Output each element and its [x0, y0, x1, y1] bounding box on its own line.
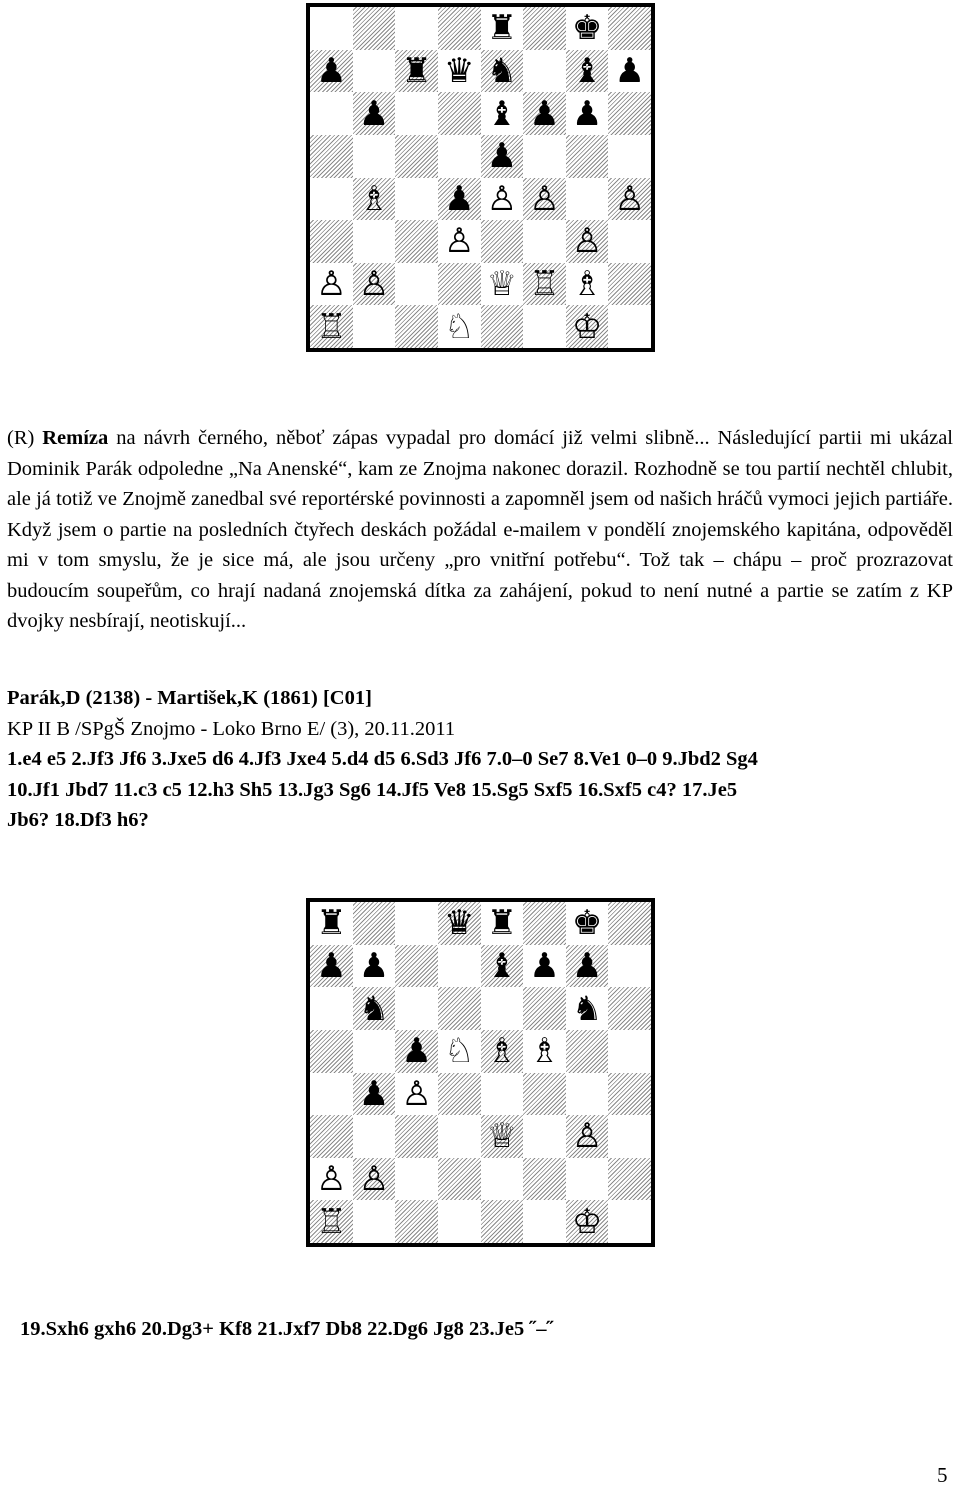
board-square	[438, 135, 481, 178]
chess-piece: ♙	[358, 1159, 390, 1200]
board-square	[481, 902, 524, 945]
board-square	[310, 263, 353, 306]
board-square	[523, 178, 566, 221]
board-square	[566, 7, 609, 50]
board-square	[438, 305, 481, 348]
chess-diagram-1	[306, 3, 655, 352]
chess-piece: ♟	[571, 93, 603, 134]
chess-piece: ♙	[401, 1073, 432, 1114]
chess-piece: ♟	[358, 93, 390, 134]
board-square	[438, 987, 481, 1030]
chess-piece: ♜	[401, 50, 432, 91]
chess-diagram-2	[306, 898, 655, 1247]
chess-piece: ♔	[571, 1201, 603, 1242]
board-square	[438, 178, 481, 221]
board-square	[438, 1115, 481, 1158]
chess-piece: ♟	[401, 1031, 432, 1072]
board-square	[353, 987, 396, 1030]
board-square	[566, 945, 609, 988]
board-square	[608, 92, 651, 135]
board-square	[438, 902, 481, 945]
chess-piece: ♛	[443, 50, 475, 91]
board-square	[608, 1158, 651, 1201]
game-event: KP II B /SPgŠ Znojmo - Loko Brno E/ (3), 20.11.2011	[7, 717, 456, 740]
chess-piece: ♖	[529, 264, 560, 305]
chess-piece: ♗	[486, 1031, 518, 1072]
board-square	[608, 945, 651, 988]
board-square	[523, 1158, 566, 1201]
chess-piece: ♗	[571, 264, 603, 305]
final-moves: 19.Sxh6 gxh6 20.Dg3+ Kf8 21.Jxf7 Db8 22.Dg6 Jg8 23.Je5 ˝–˝	[20, 1318, 554, 1340]
board-square	[566, 1158, 609, 1201]
board-square	[395, 305, 438, 348]
game-record	[7, 683, 953, 836]
board-square	[608, 7, 651, 50]
board-square	[353, 1200, 396, 1243]
board-square	[353, 1030, 396, 1073]
board-square	[438, 7, 481, 50]
chess-piece: ♙	[486, 178, 518, 219]
board-square	[566, 1073, 609, 1116]
chess-piece: ♜	[486, 8, 518, 49]
chess-piece: ♘	[443, 306, 475, 347]
result-prefix: (R)	[7, 427, 43, 449]
board-square	[310, 945, 353, 988]
board-square	[608, 220, 651, 263]
board-square	[395, 7, 438, 50]
board-square	[353, 92, 396, 135]
board-square	[566, 1115, 609, 1158]
board-square	[566, 1030, 609, 1073]
board-square	[310, 987, 353, 1030]
board-square	[523, 1030, 566, 1073]
moves-line-3: Jb6? 18.Df3 h6?	[7, 809, 149, 831]
chess-piece: ♟	[529, 945, 560, 986]
board-square	[310, 220, 353, 263]
board-square	[395, 178, 438, 221]
board-square	[438, 50, 481, 93]
board-square	[481, 263, 524, 306]
board-square	[353, 135, 396, 178]
board-square	[608, 1200, 651, 1243]
board-square	[310, 1158, 353, 1201]
chess-piece: ♟	[316, 50, 347, 91]
board-square	[395, 220, 438, 263]
board-square	[608, 1073, 651, 1116]
chess-piece: ♜	[316, 903, 347, 944]
board-square	[438, 1073, 481, 1116]
chess-piece: ♙	[571, 1116, 603, 1157]
board-square	[481, 1200, 524, 1243]
board-square	[310, 92, 353, 135]
board-square	[438, 945, 481, 988]
board-square	[481, 1073, 524, 1116]
chess-piece: ♟	[614, 50, 645, 91]
board-square	[523, 92, 566, 135]
chess-piece: ♚	[571, 8, 603, 49]
board-square	[608, 178, 651, 221]
result-word: Remíza	[42, 427, 109, 449]
chess-piece: ♕	[486, 1116, 518, 1157]
board-square	[481, 1158, 524, 1201]
chess-piece: ♕	[486, 264, 518, 305]
board-square	[353, 263, 396, 306]
board-square	[566, 263, 609, 306]
board-square	[523, 1073, 566, 1116]
board-square	[353, 1115, 396, 1158]
board-square	[523, 945, 566, 988]
game-header: Parák,D (2138) - Martišek,K (1861) [C01]	[7, 687, 372, 709]
report-text: na návrh černého, něboť zápas vypadal pro domácí již velmi slibně... Následující partii mi ukázal Dominik Parák odpoledne „Na Anenské“, kam ze Znojma nakonec dorazil. Rozhodně se tou partií nechtěl chlubit, ale já totiž ve Znojmě zanedbal své reportérské povinnosti a zapomněl jsem od našich hráčů vymoci jejich partiáře. Když jsem o partie na posledních čtyřech deskách požádal e-mailem v pondělí znojemského kapitána, odpověděl mi v tom smyslu, že je sice má, ale jsou určeny „pro vnitřní potřebu“. Tož tak – chápu – proč prozrazovat budoucím soupeřům, co hrají nadaná znojemská dítka za zahájení, pokud to není nutné a partie se zatím z KP dvojky nesbírají, neotiskují...	[7, 427, 953, 632]
board-square	[395, 1073, 438, 1116]
chess-piece: ♜	[486, 903, 518, 944]
chess-piece: ♞	[486, 50, 518, 91]
board-square	[395, 1200, 438, 1243]
moves-line-1: 1.e4 e5 2.Jf3 Jf6 3.Jxe5 d6 4.Jf3 Jxe4 5.d4 d5 6.Sd3 Jf6 7.0–0 Se7 8.Ve1 0–0 9.Jbd2 Sg4	[7, 748, 758, 770]
chess-piece: ♙	[443, 221, 475, 262]
board-square	[566, 305, 609, 348]
chess-piece: ♖	[316, 306, 347, 347]
chess-piece: ♟	[316, 945, 347, 986]
chess-piece: ♖	[316, 1201, 347, 1242]
board-square	[353, 7, 396, 50]
board-square	[566, 135, 609, 178]
board-square	[523, 220, 566, 263]
chess-piece: ♞	[358, 988, 390, 1029]
board-square	[438, 92, 481, 135]
board-square	[310, 135, 353, 178]
board-square	[310, 50, 353, 93]
board-square	[353, 178, 396, 221]
chess-piece: ♟	[443, 178, 475, 219]
board-square	[481, 1115, 524, 1158]
board-square	[523, 1115, 566, 1158]
board-square	[395, 987, 438, 1030]
board-square	[395, 1158, 438, 1201]
board-square	[608, 50, 651, 93]
board-square	[523, 50, 566, 93]
board-square	[310, 1030, 353, 1073]
chess-piece: ♝	[486, 93, 518, 134]
chess-piece: ♔	[571, 306, 603, 347]
board-square	[481, 50, 524, 93]
board-square	[523, 135, 566, 178]
report-paragraph	[7, 423, 953, 637]
board-square	[481, 92, 524, 135]
board-square	[523, 1200, 566, 1243]
chess-piece: ♙	[614, 178, 645, 219]
board-square	[566, 902, 609, 945]
chess-piece: ♙	[316, 1159, 347, 1200]
page-number: 5	[937, 1463, 948, 1487]
board-square	[566, 178, 609, 221]
chess-piece: ♝	[571, 50, 603, 91]
board-square	[395, 945, 438, 988]
board-square	[395, 902, 438, 945]
chess-piece: ♚	[571, 903, 603, 944]
chess-piece: ♗	[529, 1031, 560, 1072]
board-square	[353, 945, 396, 988]
board-square	[438, 1158, 481, 1201]
board-square	[481, 178, 524, 221]
board-square	[566, 987, 609, 1030]
board-square	[310, 7, 353, 50]
board-square	[310, 178, 353, 221]
chess-piece: ♙	[358, 264, 390, 305]
chess-piece: ♛	[443, 903, 475, 944]
board-square	[353, 1158, 396, 1201]
board-square	[608, 902, 651, 945]
board-square	[481, 135, 524, 178]
board-square	[523, 305, 566, 348]
board-square	[523, 902, 566, 945]
board-square	[481, 945, 524, 988]
chess-piece: ♞	[571, 988, 603, 1029]
board-square	[353, 1073, 396, 1116]
board-square	[608, 305, 651, 348]
board-square	[608, 1030, 651, 1073]
board-square	[353, 220, 396, 263]
board-square	[566, 92, 609, 135]
board-square	[481, 987, 524, 1030]
board-square	[523, 7, 566, 50]
chess-piece: ♟	[571, 945, 603, 986]
board-square	[395, 263, 438, 306]
board-square	[395, 50, 438, 93]
chess-piece: ♟	[486, 136, 518, 177]
board-square	[481, 1030, 524, 1073]
chess-piece: ♗	[358, 178, 390, 219]
board-square	[481, 7, 524, 50]
board-square	[395, 1115, 438, 1158]
board-square	[395, 135, 438, 178]
moves-line-2: 10.Jf1 Jbd7 11.c3 c5 12.h3 Sh5 13.Jg3 Sg6 14.Jf5 Ve8 15.Sg5 Sxf5 16.Sxf5 c4? 17.Je5	[7, 778, 738, 801]
board-square	[608, 263, 651, 306]
board-square	[438, 220, 481, 263]
chess-piece: ♘	[443, 1031, 475, 1072]
chess-piece: ♟	[358, 1073, 390, 1114]
board-square	[395, 92, 438, 135]
board-square	[566, 50, 609, 93]
board-square	[481, 220, 524, 263]
chess-piece: ♙	[316, 264, 347, 305]
board-square	[438, 1030, 481, 1073]
board-square	[310, 1115, 353, 1158]
board-square	[310, 1073, 353, 1116]
chess-piece: ♟	[529, 93, 560, 134]
board-square	[310, 305, 353, 348]
board-square	[608, 987, 651, 1030]
board-square	[523, 987, 566, 1030]
board-square	[310, 902, 353, 945]
board-square	[608, 135, 651, 178]
chess-piece: ♙	[571, 221, 603, 262]
board-square	[608, 1115, 651, 1158]
board-square	[353, 305, 396, 348]
board-square	[353, 902, 396, 945]
chess-piece: ♙	[529, 178, 560, 219]
board-square	[523, 263, 566, 306]
board-square	[481, 305, 524, 348]
board-square	[310, 1200, 353, 1243]
board-square	[395, 1030, 438, 1073]
board-square	[438, 263, 481, 306]
board-square	[566, 220, 609, 263]
board-square	[566, 1200, 609, 1243]
chess-piece: ♝	[486, 945, 518, 986]
board-square	[438, 1200, 481, 1243]
board-square	[353, 50, 396, 93]
chess-piece: ♟	[358, 945, 390, 986]
